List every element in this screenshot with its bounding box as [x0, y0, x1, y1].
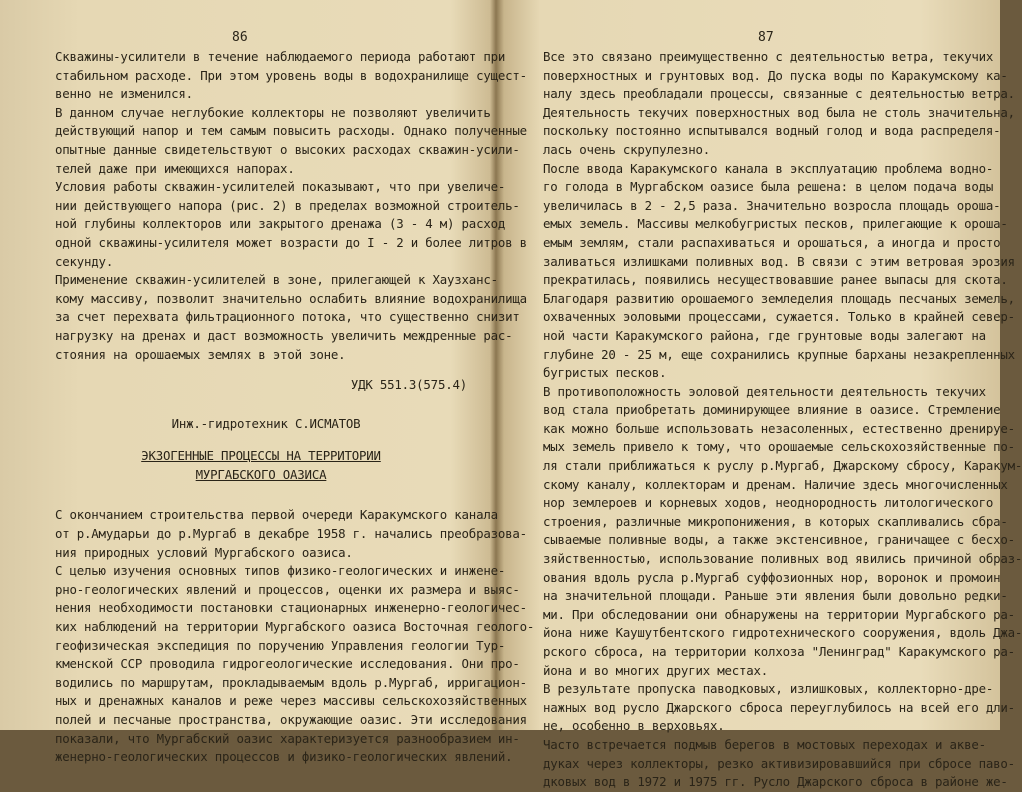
text-line: Деятельность текучих поверхностных вод была не столь значительна, — [543, 104, 1015, 120]
text-line: нор землероев и корневых ходов, неоднородность литологического — [543, 495, 994, 511]
text-line: заливаться излишками поливных вод. В связи с этим ветровая эрозия — [543, 253, 1015, 269]
text-line: Благодаря развитию орошаемого земледелия площадь песчаных земель, — [543, 290, 1015, 306]
text-line: В противоположность эоловой деятельности деятельность текучих — [543, 383, 986, 399]
text-line: скому каналу, коллекторам и дренам. Наличие здесь многочисленных — [543, 476, 1008, 492]
text-line: ля стали приближаться к руслу р.Мургаб, Джарскому сбросу, Каракум- — [543, 458, 1022, 474]
text-line: ния природных условий Мургабского оазиса. — [55, 544, 353, 560]
text-line: нения необходимости постановки стационарных инженерно-геологичес- — [55, 600, 527, 616]
text-line: нии действующего напора (рис. 2) в пределах возможной строитель- — [55, 197, 520, 213]
text-line: ной глубины коллекторов или закрытого дренажа (3 - 4 м) расход — [55, 216, 506, 232]
text-line: строения, различные микропонижения, в которых скапливались сбра- — [543, 513, 1008, 529]
paragraph — [543, 160, 1015, 383]
title-line: МУРГАБСКОГО ОАЗИСА — [195, 466, 327, 482]
text-line: охваченных эоловыми процессами, сужается. Только в крайней север- — [543, 309, 1015, 325]
text-line: кменской ССР проводила гидрогеологические исследования. Они про- — [55, 656, 520, 672]
page-number: 87 — [758, 30, 774, 45]
text-line: дуках через коллекторы, резко активизировавшийся при сбросе паво- — [543, 755, 1015, 771]
text-line: поверхностных и грунтовых вод. До пуска воды по Каракумскому ка- — [543, 67, 1008, 83]
text-line: не, особенно в верховьях. — [543, 718, 725, 734]
paragraph — [55, 104, 527, 178]
text-line: показали, что Мургабский оазис характеризуется разнообразием ин- — [55, 730, 520, 746]
text-line: В данном случае неглубокие коллекторы не позволяют увеличить — [55, 104, 491, 120]
text-line: С окончанием строительства первой очереди Каракумского канала — [55, 507, 498, 523]
text-line: Все это связано преимущественно с деятельностью ветра, текучих — [543, 49, 994, 64]
right-page — [508, 0, 1022, 790]
text-line: налу здесь преобладали процессы, связанные с деятельностью ветра. — [543, 86, 1015, 102]
text-line: увеличилась в 2 - 2,5 раза. Значительно возросла площадь ороша- — [543, 197, 1001, 213]
text-line: С целью изучения основных типов физико-геологических и инжене- — [55, 563, 506, 579]
text-line: геофизическая экспедиция по поручению Управления геологии Тур- — [55, 637, 506, 653]
paragraph — [543, 736, 1015, 792]
paragraph — [543, 48, 1015, 160]
text-line: лась очень скрупулезно. — [543, 141, 710, 157]
text-line: Применение скважин-усилителей в зоне, прилегающей к Хаузханс- — [55, 272, 498, 288]
text-line: вод стала приобретать доминирующее влияние в оазисе. Стремление — [543, 402, 1001, 418]
text-line: рно-геологических явлений и процессов, оценки их размера и выяс- — [55, 581, 520, 597]
text-line: Скважины-усилители в течение наблюдаемого периода работают при — [55, 49, 506, 64]
paragraph — [55, 48, 527, 104]
article-title — [55, 447, 467, 484]
text-line: йона ниже Каушутбентского гидротехнического сооружения, вдоль Джа- — [543, 625, 1022, 641]
text-line: ования вдоль русла р.Мургаб суффозионных нор, воронок и промоин — [543, 569, 1001, 585]
paragraph — [55, 506, 527, 562]
text-line: ной части Каракумского района, где грунтовые воды залегают на — [543, 327, 986, 343]
text-line: йона и во многих других местах. — [543, 662, 769, 678]
page-body — [55, 48, 535, 767]
text-line: женерно-геологических процессов и физико-геологических явлений. — [55, 749, 513, 765]
text-line: от р.Амударьи до р.Мургаб в декабре 1958 г. начались преобразова- — [55, 526, 527, 542]
text-line: как можно больше использовать незасоленных, естественно дренируе- — [543, 420, 1015, 436]
paragraph — [55, 271, 527, 364]
text-line: ных и дренажных каналов и реже через массивы сельскохозяйственных — [55, 693, 527, 709]
text-line: ких наблюдений на территории Мургабского оазиса Восточная геолого- — [55, 619, 535, 635]
paragraph — [543, 680, 1015, 736]
text-line: ми. При обследовании они обнаружены на территории Мургабского ра- — [543, 606, 1015, 622]
text-line: рского сброса, на территории колхоза "Ленинград" Каракумского ра- — [543, 644, 1015, 659]
page-body — [543, 48, 1022, 792]
text-line: глубине 20 - 25 м, еще сохранились крупные барханы незакрепленных — [543, 346, 1015, 362]
paragraph — [543, 383, 1022, 681]
article-author: Инж.-гидротехник С.ИСМАТОВ — [171, 415, 361, 431]
text-line: нажных вод русло Джарского сброса переуглубилось на всей его дли- — [543, 699, 1015, 715]
text-line: прекратилась, появились несуществовавшие ранее выпасы для скота. — [543, 272, 1008, 288]
udc-code: УДК 551.3(575.4) — [350, 377, 467, 393]
text-line: кому массиву, позволит значительно ослабить влияние водохранилища — [55, 290, 527, 306]
paragraph — [55, 178, 527, 271]
text-line: дковых вод в 1972 и 1975 гг. Русло Джарского сброса в районе же- — [543, 774, 1008, 790]
text-line: опытные данные свидетельствуют о высоких расходах скважин-усили- — [55, 141, 520, 157]
text-line: телей даже при имеющихся напорах. — [55, 160, 295, 176]
text-line: полей и песчаные пространства, окружающие оазис. Эти исследования — [55, 712, 527, 727]
paragraph — [55, 562, 535, 767]
text-line: за счет перехвата фильтрационного потока, что существенно снизит — [55, 309, 520, 325]
text-line: В результате пропуска паводковых, излишковых, коллекторно-дре- — [543, 681, 994, 697]
text-line: зяйственностью, использование поливных вод явились причиной образ- — [543, 551, 1022, 567]
text-line: венно не изменился. — [55, 86, 193, 102]
text-line: нагрузку на дренах и даст возможность увеличить междренные рас- — [55, 327, 513, 343]
text-line: го голода в Мургабском оазисе была решена: в целом подача воды — [543, 179, 994, 195]
text-line: емых земель. Массивы мелкобугристых песков, прилегающие к ороша- — [543, 216, 1008, 232]
text-line: стояния на орошаемых землях в этой зоне. — [55, 346, 346, 362]
text-line: поскольку постоянно испытывался водный голод и вода распределя- — [543, 123, 1001, 139]
text-line: на значительной площади. Раньше эти явления были довольно редки- — [543, 588, 1008, 604]
text-line: емым землям, стали распахиваться и орошаться, а иногда и просто — [543, 234, 1001, 250]
text-line: одной скважины-усилителя может возрасти до I - 2 и более литров в — [55, 234, 527, 250]
text-line: мых земель привело к тому, что орошаемые сельскохозяйственные по- — [543, 439, 1015, 455]
text-line: Условия работы скважин-усилителей показывают, что при увеличе- — [55, 179, 506, 195]
text-line: водились по маршрутам, прокладываемым вдоль р.Мургаб, ирригацион- — [55, 674, 527, 690]
text-line: бугристых песков. — [543, 365, 667, 381]
text-line: После ввода Каракумского канала в эксплуатацию проблема водно- — [543, 160, 994, 176]
page-number: 86 — [232, 30, 248, 45]
text-line: сываемые поливные воды, а также экстенсивное, граничащее с бесхо- — [543, 532, 1015, 548]
title-line: ЭКЗОГЕННЫЕ ПРОЦЕССЫ НА ТЕРРИТОРИИ — [141, 448, 381, 464]
text-line: действующий напор и тем самым повысить расходы. Однако полученные — [55, 123, 527, 139]
text-line: стабильном расходе. При этом уровень воды в водохранилище сущест- — [55, 67, 527, 83]
text-line: Часто встречается подмыв берегов в мостовых переходах и акве- — [543, 736, 986, 752]
text-line: секунду. — [55, 253, 114, 269]
